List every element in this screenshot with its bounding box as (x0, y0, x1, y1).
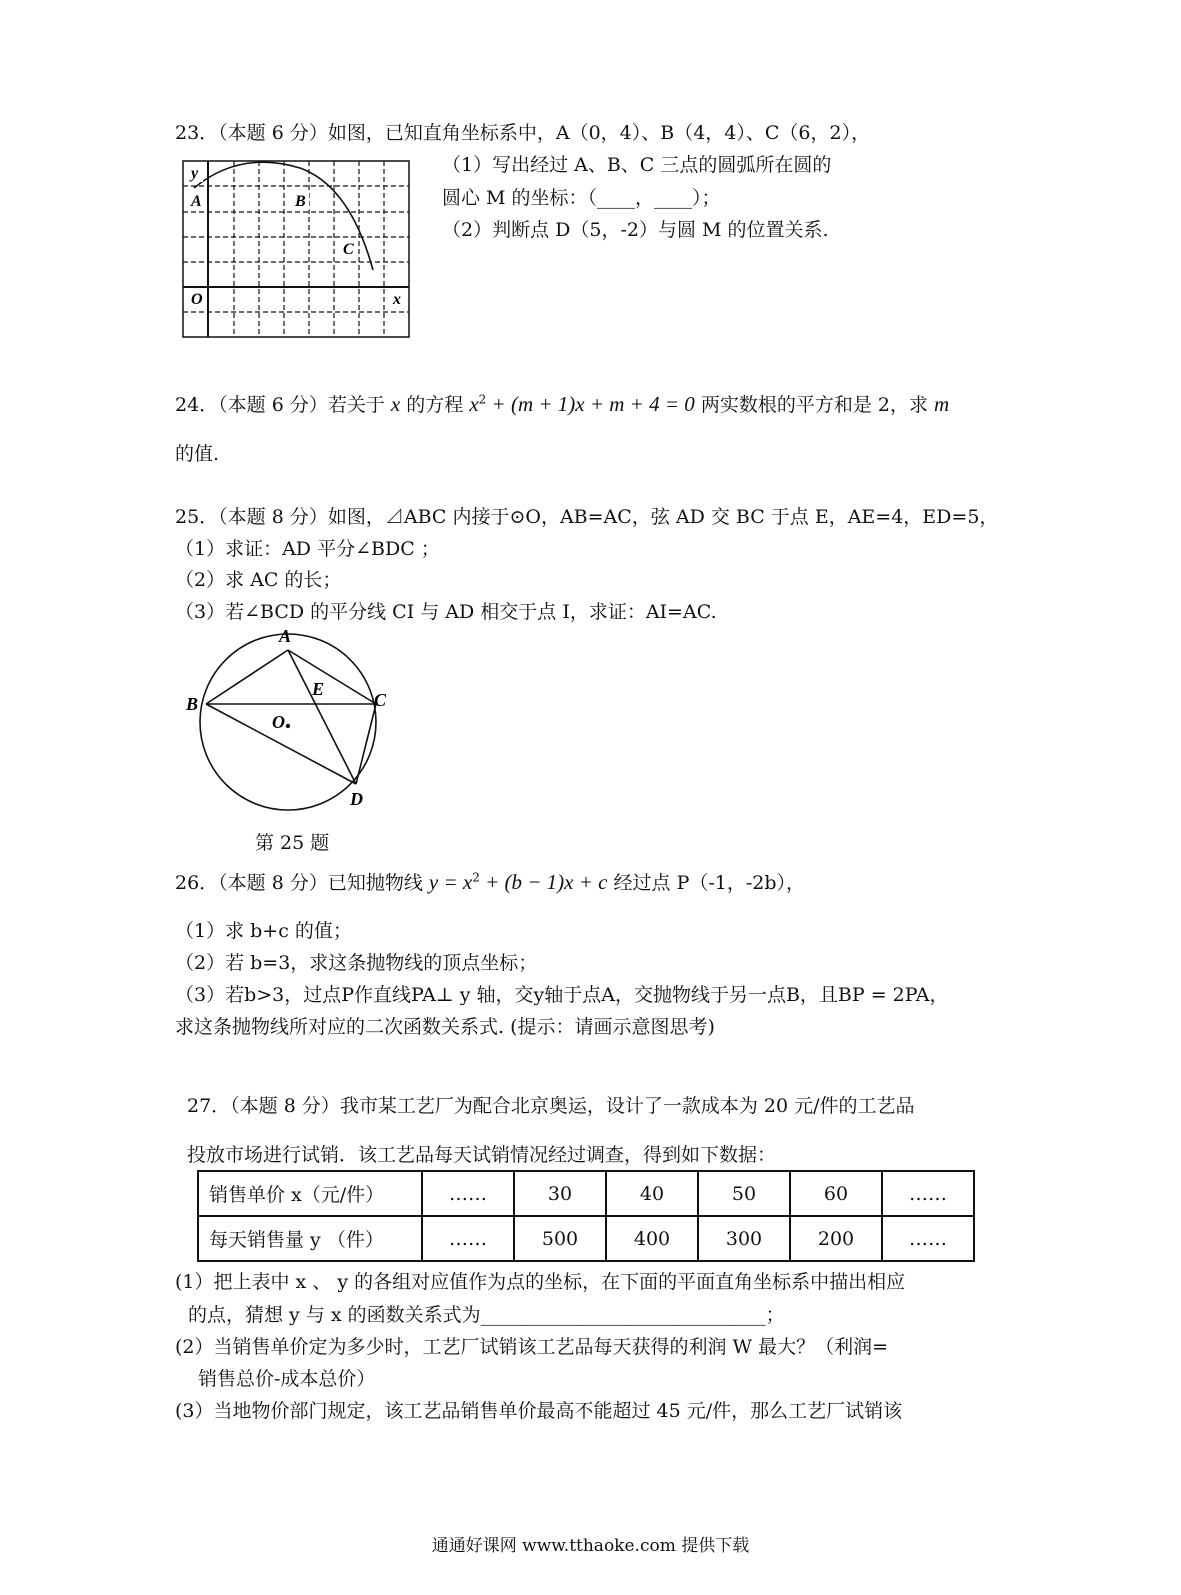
q26-part1: （1）求 b+c 的值； (175, 920, 352, 942)
q23-part1b: 圆心 M 的坐标：（____，____）； (442, 187, 721, 209)
q23-label-y: y (191, 165, 199, 182)
table-cell: …… (422, 1171, 514, 1216)
q23-coordinate-grid (180, 158, 415, 340)
q25-label-o: O (272, 712, 285, 732)
q26-eq-b: + (b − 1)x + c (479, 870, 608, 894)
q24-var-x: x (390, 392, 401, 416)
q27-part2a: (2）当销售单价定为多少时，工艺厂试销该工艺品每天获得的利润 W 最大？（利润= (175, 1336, 889, 1358)
q26-eq-a: y = x (428, 870, 473, 894)
q24-eq-sup: 2 (478, 392, 487, 407)
table-cell: 400 (606, 1216, 698, 1261)
q26-eq-sup: 2 (472, 870, 480, 885)
q25-label-d: D (350, 789, 363, 809)
page-footer: 通通好课网 www.tthaoke.com 提供下载 (431, 1536, 750, 1556)
table-cell: 200 (790, 1216, 882, 1261)
q24-line2: 的值. (175, 443, 220, 465)
q23-part1a: （1）写出经过 A、B、C 三点的圆弧所在圆的 (442, 154, 832, 176)
q27-part1a: (1）把上表中 x 、 y 的各组对应值作为点的坐标，在下面的平面直角坐标系中描出相应 (175, 1271, 906, 1293)
table-cell: …… (422, 1216, 514, 1261)
q23-label-o: O (191, 291, 203, 308)
table-cell: 30 (514, 1171, 606, 1216)
q25-caption: 第 25 题 (255, 832, 330, 854)
table-row (198, 1216, 974, 1261)
row2-header: 每天销售量 y （件） (198, 1216, 422, 1261)
q23-label-b: B (295, 193, 306, 210)
q25-label-b: B (186, 694, 199, 714)
q23-label-a: A (191, 193, 202, 210)
table-cell: 60 (790, 1171, 882, 1216)
table-cell: 300 (698, 1216, 790, 1261)
q26-text-a: 26．（本题 8 分）已知抛物线 (175, 872, 429, 894)
q25-part3: （3）若∠BCD 的平分线 CI 与 AD 相交于点 I，求证：AI=AC. (175, 601, 717, 623)
q27-part2b: 销售总价-成本总价） (198, 1368, 376, 1390)
q24-line1 (175, 392, 949, 417)
q26-part2: （2）若 b=3，求这条抛物线的顶点坐标； (175, 952, 538, 974)
table-cell: 500 (514, 1216, 606, 1261)
q26-line1 (175, 870, 805, 895)
q25-label-c: C (374, 690, 387, 710)
table-cell: …… (882, 1171, 974, 1216)
q25-label-a: A (279, 626, 292, 646)
q27-line1: 27．（本题 8 分）我市某工艺厂为配合北京奥运，设计了一款成本为 20 元/件的工艺品 (187, 1095, 915, 1117)
q24-eq-b: + (m + 1)x + m + 4 = 0 (486, 392, 695, 416)
q26-part3: （3）若b>3，过点P作直线PA⊥ y 轴，交y轴于点A，交抛物线于另一点B，且BP = 2PA， (175, 984, 949, 1006)
table-cell: 50 (698, 1171, 790, 1216)
q25-part1: （1）求证：AD 平分∠BDC ； (175, 538, 440, 560)
table-row (198, 1171, 974, 1216)
q25-circle-figure (180, 622, 420, 822)
q26-text-b: 经过点 P（-1，-2b）， (607, 872, 806, 894)
q24-text-b: 的方程 (400, 394, 470, 416)
q23-part2: （2）判断点 D（5，-2）与圆 M 的位置关系. (442, 219, 829, 241)
q27-sales-table (197, 1170, 975, 1262)
q23-line1: 23．（本题 6 分）如图，已知直角坐标系中，A（0，4）、B（4，4）、C（6，2）， (175, 122, 871, 144)
q27-part3: (3）当地物价部门规定，该工艺品销售单价最高不能超过 45 元/件，那么工艺厂试销该 (175, 1400, 903, 1422)
q24-var-m: m (934, 392, 950, 416)
q24-text-c: 两实数根的平方和是 2，求 (694, 394, 934, 416)
q25-label-e: E (312, 679, 325, 699)
q26-part3b: 求这条抛物线所对应的二次函数关系式. (提示：请画示意图思考) (175, 1016, 715, 1038)
q27-line2: 投放市场进行试销．该工艺品每天试销情况经过调查，得到如下数据： (187, 1144, 777, 1166)
table-cell: …… (882, 1216, 974, 1261)
q24-eq-a: x (469, 392, 479, 416)
q25-line1: 25．（本题 8 分）如图，⊿ABC 内接于⊙O，AB=AC，弦 AD 交 BC 于点 E，AE=4，ED=5， (175, 506, 999, 528)
table-cell: 40 (606, 1171, 698, 1216)
q25-part2: （2）求 AC 的长； (175, 569, 342, 591)
row1-header: 销售单价 x（元/件） (198, 1171, 422, 1216)
q24-text-a: 24．（本题 6 分）若关于 (175, 394, 391, 416)
q27-part1b: 的点，猜想 y 与 x 的函数关系式为______________________________； (188, 1304, 785, 1326)
q23-label-x: x (393, 291, 401, 308)
q23-label-c: C (343, 241, 354, 258)
